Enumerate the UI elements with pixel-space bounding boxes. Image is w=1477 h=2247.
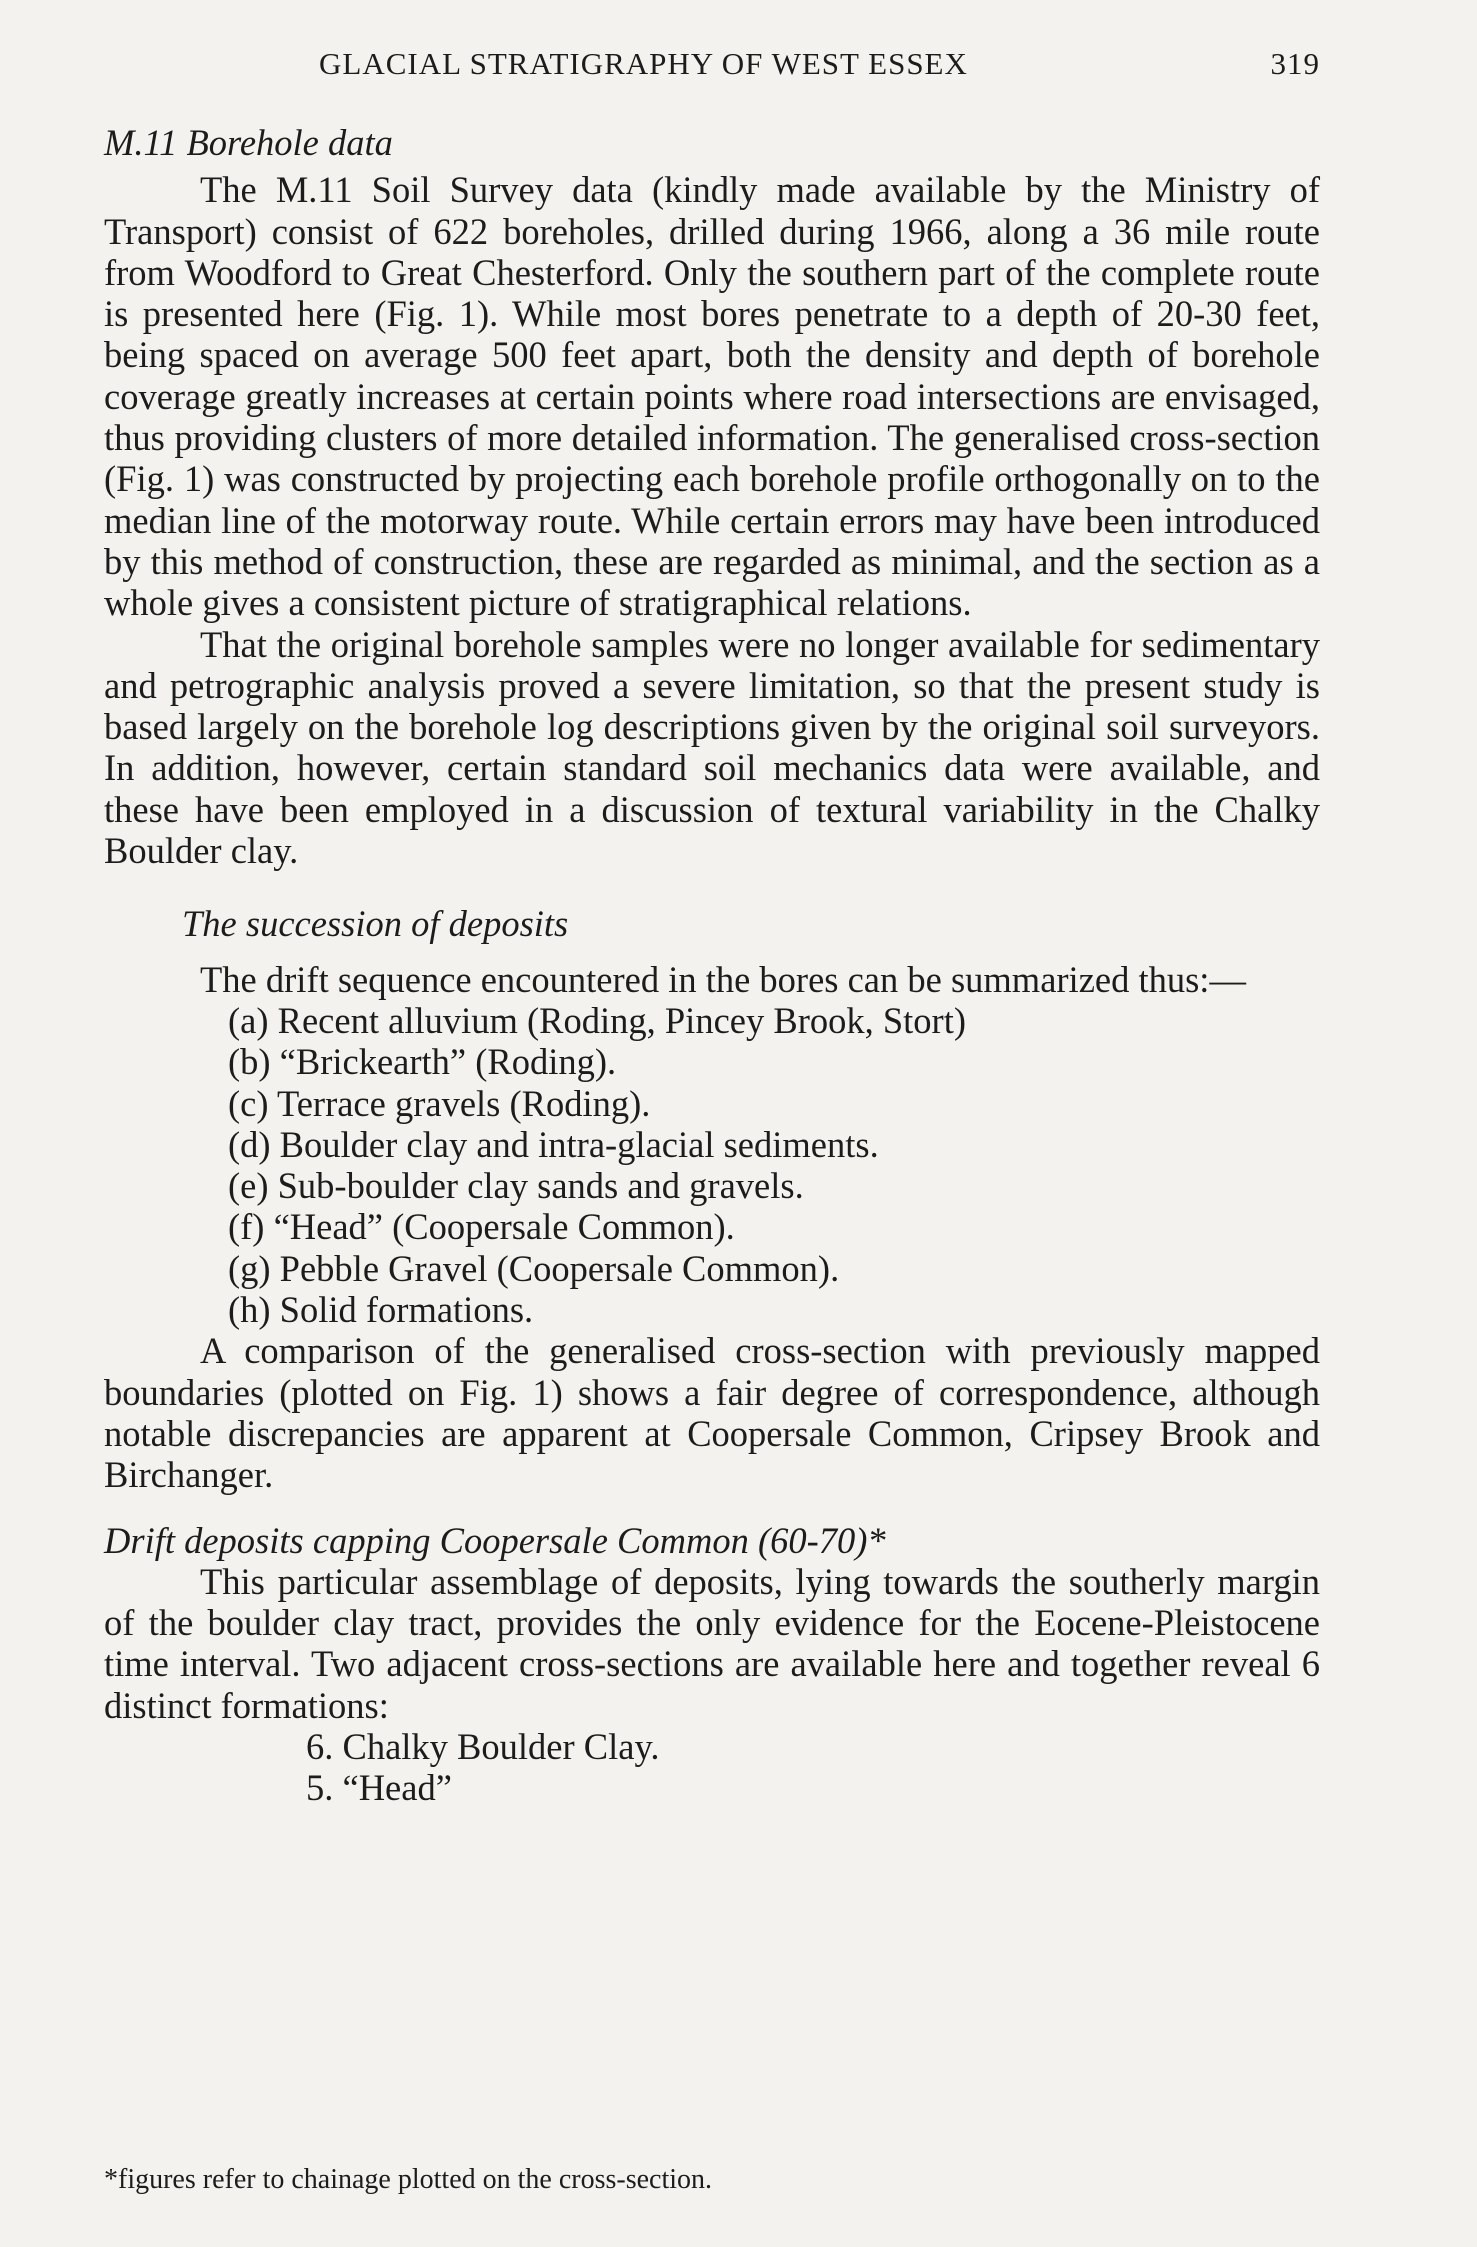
paragraph: That the original borehole samples were no longer available for sedimentary and petrographic analysis proved a severe limitation, so that the present study is based largely on the borehole log descriptions given by the original soil surveyors. In addition, however, certain standard soil mechanics data were available, and these have been employed in a discussion of textural variability in the Chalky Boulder clay. — [104, 623, 1320, 872]
formations-list — [104, 1726, 1320, 1809]
list-item: (b) “Brickearth” (Roding). — [228, 1041, 617, 1083]
paragraph: The M.11 Soil Survey data (kindly made available by the Ministry of Transport) consist of 622 boreholes, drilled during 1966, along a 36 mile route from Woodford to Great Chesterford. Only the southern part of the complete route is presented here (Fig. 1). While most bores penetrate to a depth of 20-30 feet, being spaced on average 500 feet apart, both the density and depth of borehole coverage greatly increases at certain points where road intersections are envisaged, thus providing clusters of more detailed information. The generalised cross-section (Fig. 1) was constructed by projecting each borehole profile orthogonally on to the median line of the motorway route. While certain errors may have been introduced by this method of construction, these are regarded as minimal, and the section as a whole gives a consistent picture of stratigraphical relations. — [104, 169, 1320, 624]
paragraph: The drift sequence encountered in the bores can be summarized thus:— — [200, 958, 1246, 1000]
list-item: 6. Chalky Boulder Clay. — [306, 1725, 660, 1767]
list-item: 5. “Head” — [306, 1767, 452, 1809]
list-item: (g) Pebble Gravel (Coopersale Common). — [228, 1247, 840, 1289]
list-item: (d) Boulder clay and intra-glacial sediments. — [228, 1123, 879, 1165]
list-item: (c) Terrace gravels (Roding). — [228, 1082, 651, 1124]
list-item: (a) Recent alluvium (Roding, Pincey Brook, Stort) — [228, 999, 966, 1041]
footnote: *figures refer to chainage plotted on the cross-section. — [104, 2164, 713, 2195]
main-text — [104, 122, 1320, 1809]
paragraph: This particular assemblage of deposits, lying towards the southerly margin of the boulder clay tract, provides the only evidence for the Eocene-Pleistocene time interval. Two adjacent cross-sections are available here and together reveal 6 distinct formations: — [104, 1560, 1320, 1726]
list-item: (f) “Head” (Coopersale Common). — [228, 1206, 735, 1248]
succession-list — [104, 1000, 1320, 1330]
paragraph: A comparison of the generalised cross-section with previously mapped boundaries (plotted on Fig. 1) shows a fair degree of correspondence, although notable discrepancies are apparent at Coopersale Common, Cripsey Brook and Birchanger. — [104, 1330, 1320, 1496]
running-title: GLACIAL STRATIGRAPHY OF WEST ESSEX — [319, 46, 968, 81]
list-item: (h) Solid formations. — [228, 1289, 534, 1331]
page-number: 319 — [1270, 46, 1320, 81]
section-heading-drift-deposits: Drift deposits capping Coopersale Common (60-70)* — [104, 1519, 886, 1561]
section-heading-succession: The succession of deposits — [182, 903, 569, 945]
list-item: (e) Sub-boulder clay sands and gravels. — [228, 1165, 804, 1207]
section-heading-borehole-data: M.11 Borehole data — [104, 122, 393, 163]
